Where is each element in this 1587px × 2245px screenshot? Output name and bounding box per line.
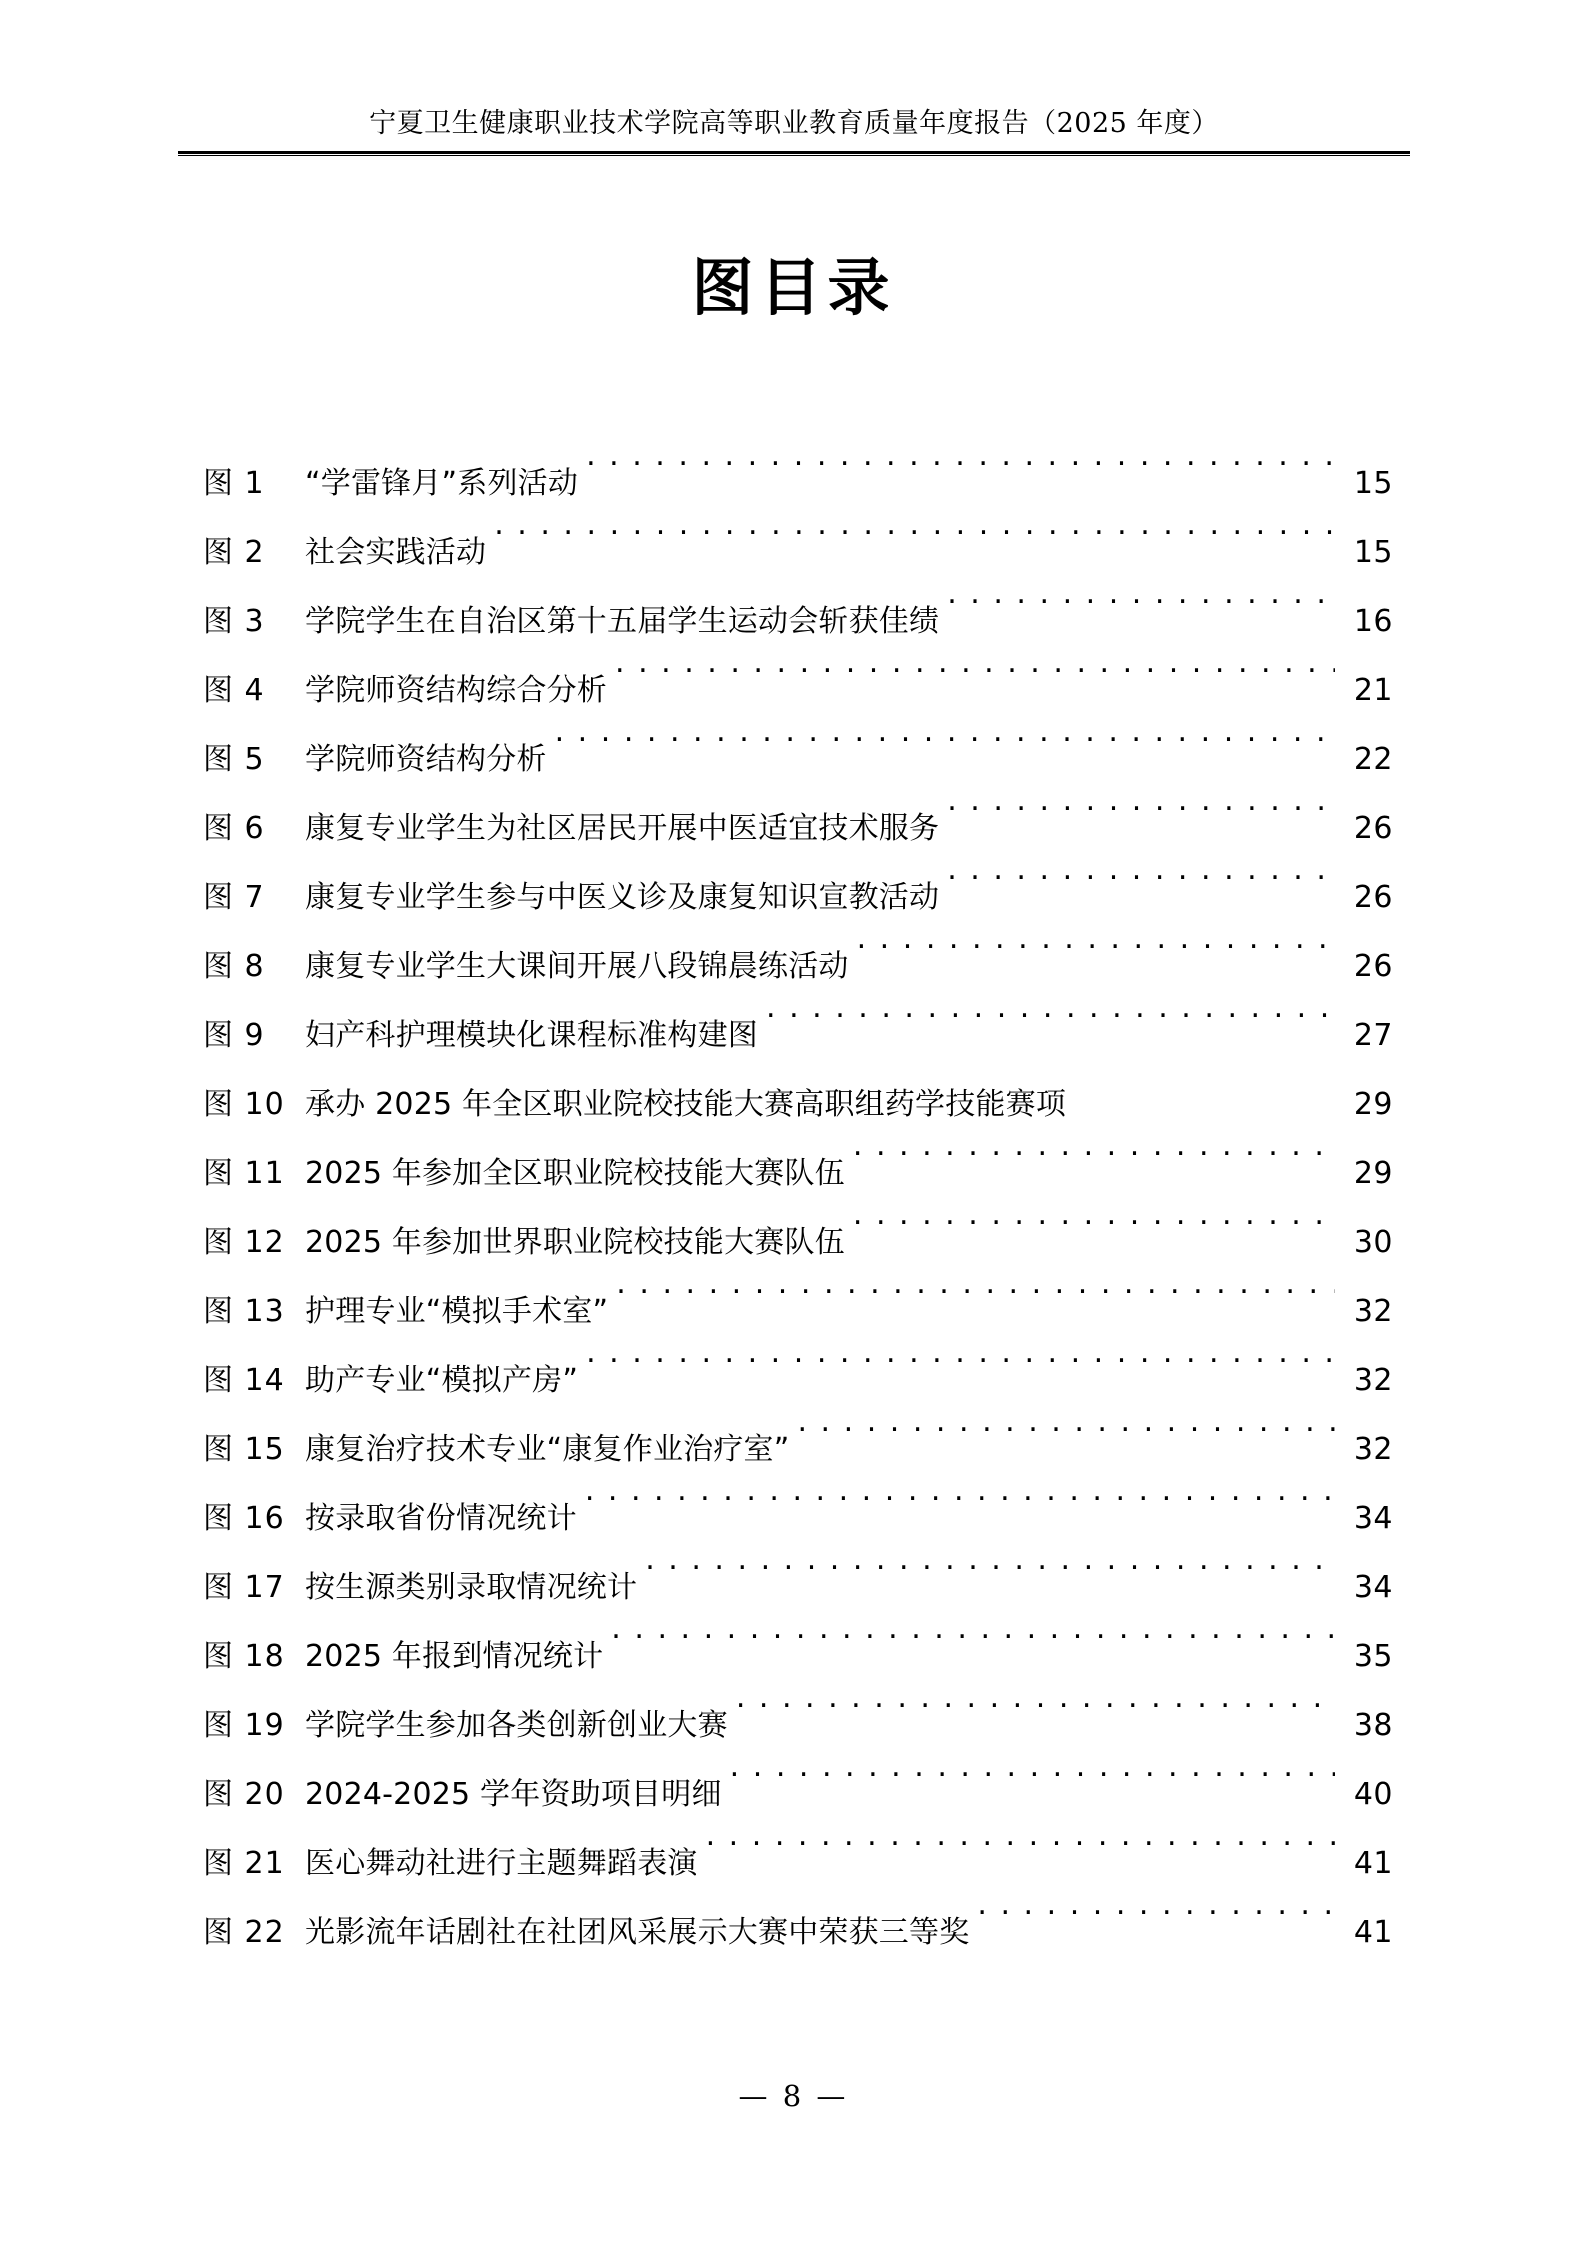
toc-entry-label: 图 3 [203,604,265,639]
toc-dot-leader [853,1114,1335,1183]
toc-entry-page-number: 34 [1353,1570,1393,1605]
toc-entry-page-number: 26 [1353,949,1393,984]
toc-entry-title: 康复专业学生参与中医义诊及康复知识宣教活动 [305,880,940,915]
toc-entry-page-number: 26 [1353,811,1393,846]
toc-entry-label: 图 17 [203,1570,285,1605]
toc-entry-title: 学院学生参加各类创新创业大赛 [305,1708,728,1743]
toc-dot-leader [645,1528,1335,1597]
toc-entry-label: 图 8 [203,949,265,984]
toc-entry-label: 图 13 [203,1294,285,1329]
toc-entry-label: 图 1 [203,466,265,501]
toc-entry-label: 图 21 [203,1846,285,1881]
toc-entry-page-number: 29 [1353,1156,1393,1191]
toc-entry-title: 2025 年参加全区职业院校技能大赛队伍 [305,1156,845,1191]
toc-entry-label: 图 4 [203,673,265,708]
toc-entry-page-number: 26 [1353,880,1393,915]
header-rule [178,151,1410,156]
toc-entry-label: 图 16 [203,1501,285,1536]
toc-entry-label: 图 11 [203,1156,285,1191]
toc-entry-title: 承办 2025 年全区职业院校技能大赛高职组药学技能赛项 [305,1087,1067,1122]
toc-entry-label: 图 2 [203,535,265,570]
toc-entry-title: 康复专业学生为社区居民开展中医适宜技术服务 [305,811,940,846]
toc-entry-label: 图 15 [203,1432,285,1467]
toc-entry-page-number: 40 [1353,1777,1393,1812]
toc-entry-label: 图 7 [203,880,265,915]
toc-entry-page-number: 16 [1353,604,1393,639]
toc-entry-page-number: 32 [1353,1363,1393,1398]
running-header [178,106,1410,156]
toc-entry-page-number: 15 [1353,535,1393,570]
toc-entry-title: 妇产科护理模块化课程标准构建图 [305,1018,758,1053]
toc-entry-label: 图 20 [203,1777,285,1812]
toc-entry-page-number: 41 [1353,1846,1393,1881]
toc-dot-leader [555,700,1335,769]
toc-entry-page-number: 32 [1353,1294,1393,1329]
toc-entry-page-number: 15 [1353,466,1393,501]
toc-entry-page-number: 29 [1353,1087,1393,1122]
toc-entry-title: 学院学生在自治区第十五届学生运动会斩获佳绩 [305,604,940,639]
toc-dot-leader [730,1735,1335,1804]
toc-entry-page-number: 21 [1353,673,1393,708]
toc-entry-page-number: 22 [1353,742,1393,777]
toc-entry-title: 护理专业“模拟手术室” [305,1294,609,1329]
toc-entry-title: 按生源类别录取情况统计 [305,1570,638,1605]
toc-entry-title: 康复专业学生大课间开展八段锦晨练活动 [305,949,849,984]
toc-entry-label: 图 6 [203,811,265,846]
toc-dot-leader [947,769,1335,838]
toc-entry-page-number: 41 [1353,1915,1393,1950]
toc-entry-label: 图 22 [203,1915,285,1950]
toc-entry-label: 图 10 [203,1087,285,1122]
toc-entry-title: 按录取省份情况统计 [305,1501,577,1536]
toc-entry-title: 光影流年话剧社在社团风采展示大赛中荣获三等奖 [305,1915,970,1950]
toc-entry-label: 图 18 [203,1639,285,1674]
toc-entry-page-number: 32 [1353,1432,1393,1467]
toc-dot-leader [585,1459,1335,1528]
toc-dot-leader [947,562,1335,631]
toc-entry-page-number: 38 [1353,1708,1393,1743]
toc-dot-leader [766,976,1335,1045]
toc-dot-leader [1074,1045,1335,1114]
toc-dot-leader [947,838,1335,907]
toc-entry-label: 图 14 [203,1363,285,1398]
toc-dot-leader [706,1804,1335,1873]
toc-dot-leader [853,1183,1335,1252]
toc-entry-page-number: 27 [1353,1018,1393,1053]
toc-dot-leader [611,1597,1335,1666]
toc-entry-page-number: 30 [1353,1225,1393,1260]
toc-entry-title: 学院师资结构分析 [305,742,547,777]
toc-entry-title: 2025 年报到情况统计 [305,1639,604,1674]
toc-entry-page-number: 35 [1353,1639,1393,1674]
page-title: 图目录 [691,251,896,324]
toc-entry-title: 助产专业“模拟产房” [305,1363,579,1398]
toc-entry-title: 医心舞动社进行主题舞蹈表演 [305,1846,698,1881]
toc-entry-page-number: 34 [1353,1501,1393,1536]
toc-entry-label: 图 9 [203,1018,265,1053]
toc-entry-title: 学院师资结构综合分析 [305,673,607,708]
toc-entry-title: “学雷锋月”系列活动 [305,466,579,501]
running-header-title: 宁夏卫生健康职业技术学院高等职业教育质量年度报告（2025 年度） [369,108,1219,139]
toc-entry-title: 康复治疗技术专业“康复作业治疗室” [305,1432,790,1467]
toc-entry-title: 2025 年参加世界职业院校技能大赛队伍 [305,1225,845,1260]
toc-entry-label: 图 19 [203,1708,285,1743]
toc-entry-title: 社会实践活动 [305,535,487,570]
toc-dot-leader [586,1321,1335,1390]
toc-dot-leader [857,907,1335,976]
figure-table-of-contents [203,424,1393,1950]
toc-entry-title: 2024-2025 学年资助项目明细 [305,1777,722,1812]
toc-dot-leader [494,493,1335,562]
toc-dot-leader [977,1873,1335,1942]
toc-dot-leader [615,631,1335,700]
toc-dot-leader [586,424,1335,493]
toc-entry-label: 图 5 [203,742,265,777]
toc-dot-leader [616,1252,1335,1321]
toc-dot-leader [797,1390,1335,1459]
toc-dot-leader [736,1666,1335,1735]
page-footer: — 8 — [738,2079,849,2113]
toc-entry[interactable] [203,424,1393,501]
toc-entry-label: 图 12 [203,1225,285,1260]
